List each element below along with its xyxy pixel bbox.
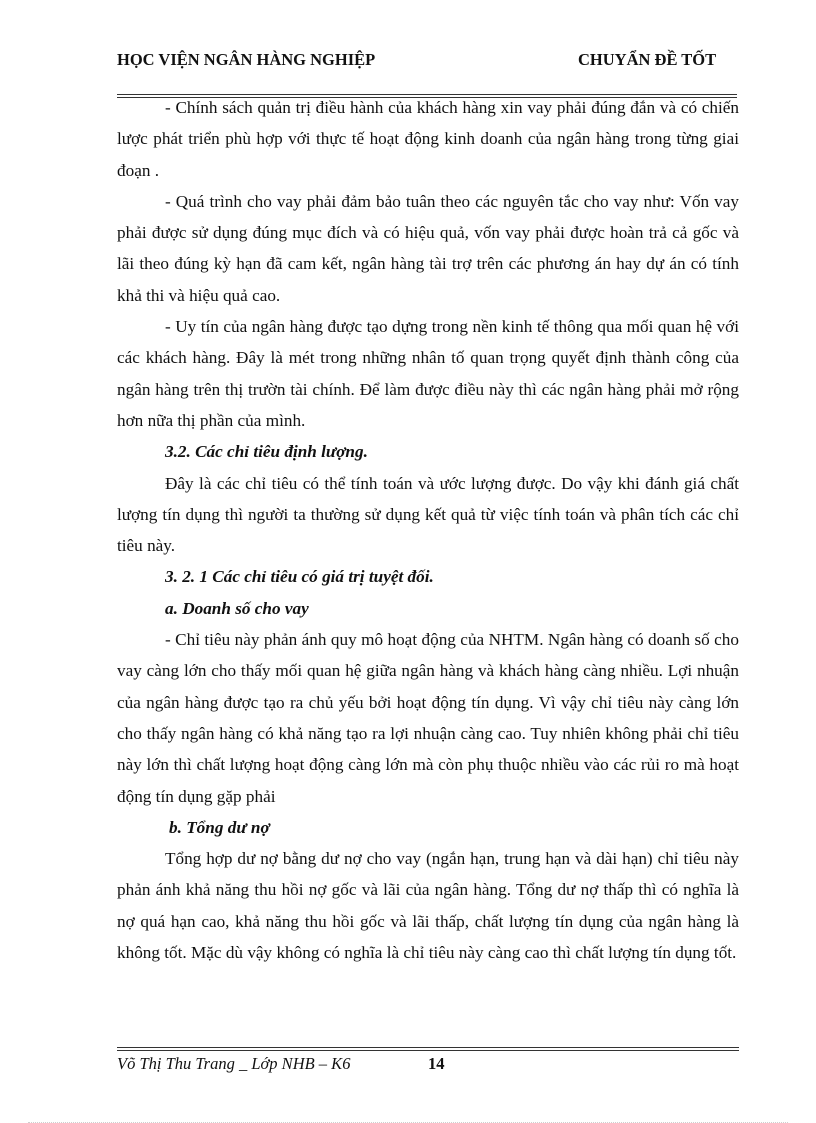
header-institution: HỌC VIỆN NGÂN HÀNG NGHIỆP <box>117 50 376 69</box>
section-heading-quantitative: 3.2. Các chỉ tiêu định lượng. <box>165 442 368 462</box>
footer-author: Võ Thị Thu Trang _ Lớp NHB – K6 <box>117 1054 351 1073</box>
paragraph-loan-volume: - Chỉ tiêu này phản ánh quy mô hoạt động của NHTM. Ngân hàng có doanh số cho vay càng lớn cho thấy mối quan hệ giữa ngân hàng và khách hàng càng nhiều. Lợi nhuận của ngân hàng được tạo ra chủ yếu bởi hoạt động tín dụng. Vì vậy chỉ tiêu này càng lớn cho thấy ngân hàng có khả năng tạo ra lợi nhuận càng cao. Tuy nhiên không phải chỉ tiêu này lớn thì chất lượng hoạt động càng lớn mà còn phụ thuộc nhiều vào các rủi ro mà hoạt động tín dụng gặp phải <box>117 630 739 806</box>
paragraph-quantitative-intro: Đây là các chỉ tiêu có thể tính toán và ước lượng được. Do vậy khi đánh giá chất lượng tín dụng thì người ta thường sử dụng kết quả từ việc tính toán và phân tích các chỉ tiêu này. <box>117 473 739 556</box>
header-report-title: CHUYẨN ĐỀ TỐT <box>578 50 717 69</box>
paragraph-total-debt: Tổng hợp dư nợ bằng dư nợ cho vay (ngắn hạn, trung hạn và dài hạn) chỉ tiêu này phản ánh khả năng thu hồi nợ gốc và lãi của ngân hàng. Tổng dư nợ thấp thì có nghĩa là nợ quá hạn cao, khả năng thu hồi gốc và lãi thấp, chất lượng tín dụng của ngân hàng là không tốt. Mặc dù vậy không có nghĩa là chỉ tiêu này càng cao thì chất lượng tín dụng tốt. <box>117 849 739 963</box>
paragraph-management-policy: - Chính sách quản trị điều hành của khách hàng xin vay phải đúng đắn và có chiến lược phát triển phù hợp với thực tế hoạt động kinh doanh của ngân hàng trong từng giai đoạn . <box>117 98 739 180</box>
section-heading-total-debt: b. Tổng dư nợ <box>169 817 270 837</box>
section-heading-loan-volume: a. Doanh số cho vay <box>165 598 309 618</box>
document-body <box>117 92 739 968</box>
page-number: 14 <box>428 1054 445 1073</box>
paragraph-bank-reputation: - Uy tín của ngân hàng được tạo dựng trong nền kinh tế thông qua mối quan hệ với các khách hàng. Đây là mét trong những nhân tố quan trọng quyết định thành công của ngân hàng trên thị trườn tài chính. Để làm được điều này thì các ngân hàng phải mở rộng hơn nữa thị phần của mình. <box>117 317 739 430</box>
paragraph-lending-process: - Quá trình cho vay phải đảm bảo tuân theo các nguyên tắc cho vay như: Vốn vay phải được sử dụng đúng mục đích và có hiệu quả, vốn vay phải được hoàn trả cả gốc và lãi theo đúng kỳ hạn đã cam kết, ngân hàng tài trợ trên các phương án hay dự án có tính khả thi và hiệu quả cao. <box>117 191 739 305</box>
footer-divider <box>117 1047 739 1051</box>
section-heading-absolute: 3. 2. 1 Các chỉ tiêu có giá trị tuyệt đối. <box>165 567 434 587</box>
